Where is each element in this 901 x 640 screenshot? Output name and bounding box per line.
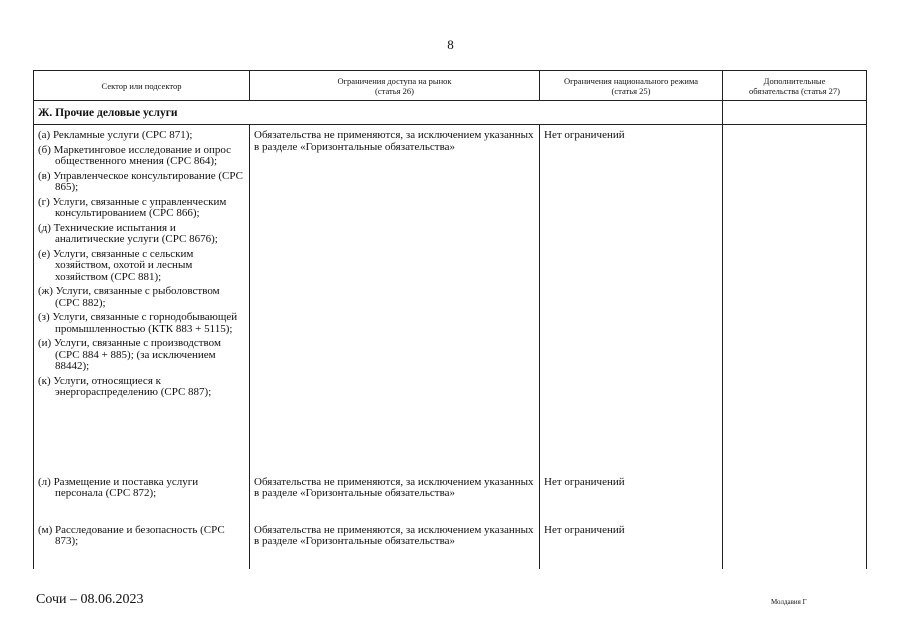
- market-access-cell: [250, 125, 540, 477]
- page-number: 8: [447, 37, 454, 52]
- sector-item: (е) Услуги, связанные с сельским хозяйством, охотой и лесным хозяйством (СРС 881);: [38, 247, 194, 283]
- market-access-text: Обязательства не применяются, за исключением указанных в разделе «Горизонтальные обязательства»: [254, 475, 534, 499]
- table-row: [34, 525, 867, 569]
- sector-item: (а) Рекламные услуги (СРС 871);: [38, 129, 193, 141]
- header-market-access-article: (статья 26): [375, 85, 414, 96]
- header-national-treatment-article: (статья 25): [611, 85, 651, 96]
- footer-country: Молдавия Г: [771, 598, 807, 606]
- sector-item: (и) Услуги, связанные с производством (СРС 884 + 885); (за исключением 88442);: [38, 337, 221, 372]
- header-additional: [723, 71, 867, 101]
- table-row: [34, 125, 867, 477]
- sector-item: (в) Управленческое консультирование (СРС 865);: [38, 169, 243, 193]
- additional-commitments-cell: [723, 525, 867, 569]
- additional-commitments-cell: [723, 125, 867, 477]
- section-title: Ж. Прочие деловые услуги: [34, 101, 723, 125]
- national-treatment-cell: [540, 525, 723, 569]
- sector-item: (з) Услуги, связанные с горнодобывающей промышленностью (КТК 883 + 5115);: [38, 311, 238, 335]
- national-treatment-text: Нет ограничений: [544, 523, 625, 536]
- sector-cell: [34, 477, 250, 525]
- national-treatment-cell: [540, 477, 723, 525]
- sector-item: (г) Услуги, связанные с управленческим консультированием (СРС 866);: [38, 195, 227, 219]
- market-access-text: Обязательства не применяются, за исключением указанных в разделе «Горизонтальные обязательства»: [254, 129, 534, 153]
- header-sector-label: Сектор или подсектор: [101, 80, 182, 91]
- commitments-table: [33, 70, 867, 569]
- national-treatment-text: Нет ограничений: [544, 475, 625, 488]
- sector-item: (ж) Услуги, связанные с рыболовством (СРС 882);: [38, 285, 220, 309]
- sector-item: (д) Технические испытания и аналитические услуги (СРС 8676);: [38, 221, 218, 245]
- sector-item: (л) Размещение и поставка услуги персонала (СРС 872);: [38, 475, 199, 499]
- sector-item: (б) Маркетинговое исследование и опрос общественного мнения (СРС 864);: [38, 143, 231, 167]
- header-market-access-title: Ограничения доступа на рынок: [337, 75, 452, 86]
- market-access-text: Обязательства не применяются, за исключением указанных в разделе «Горизонтальные обязательства»: [254, 523, 534, 547]
- footer-date: Сочи – 08.06.2023: [36, 592, 144, 607]
- market-access-cell: [250, 525, 540, 569]
- header-additional-article: обязательства (статья 27): [748, 85, 840, 96]
- header-additional-title: Дополнительные: [763, 75, 826, 86]
- market-access-cell: [250, 477, 540, 525]
- header-national-treatment: [540, 71, 723, 101]
- header-market-access: [250, 71, 540, 101]
- header-sector: [34, 71, 250, 101]
- national-treatment-cell: [540, 125, 723, 477]
- sector-item: (м) Расследование и безопасность (СРС 873);: [38, 523, 225, 547]
- sector-cell: [34, 125, 250, 477]
- sector-item: (к) Услуги, относящиеся к энергораспределению (СРС 887);: [38, 374, 212, 398]
- additional-commitments-cell: [723, 477, 867, 525]
- table-row: [34, 477, 867, 525]
- sector-cell: [34, 525, 250, 569]
- section-row: [34, 101, 867, 125]
- national-treatment-text: Нет ограничений: [544, 129, 625, 141]
- section-empty-cell: [723, 101, 867, 125]
- table-header-row: [34, 71, 867, 101]
- header-national-treatment-title: Ограничения национального режима: [563, 75, 699, 86]
